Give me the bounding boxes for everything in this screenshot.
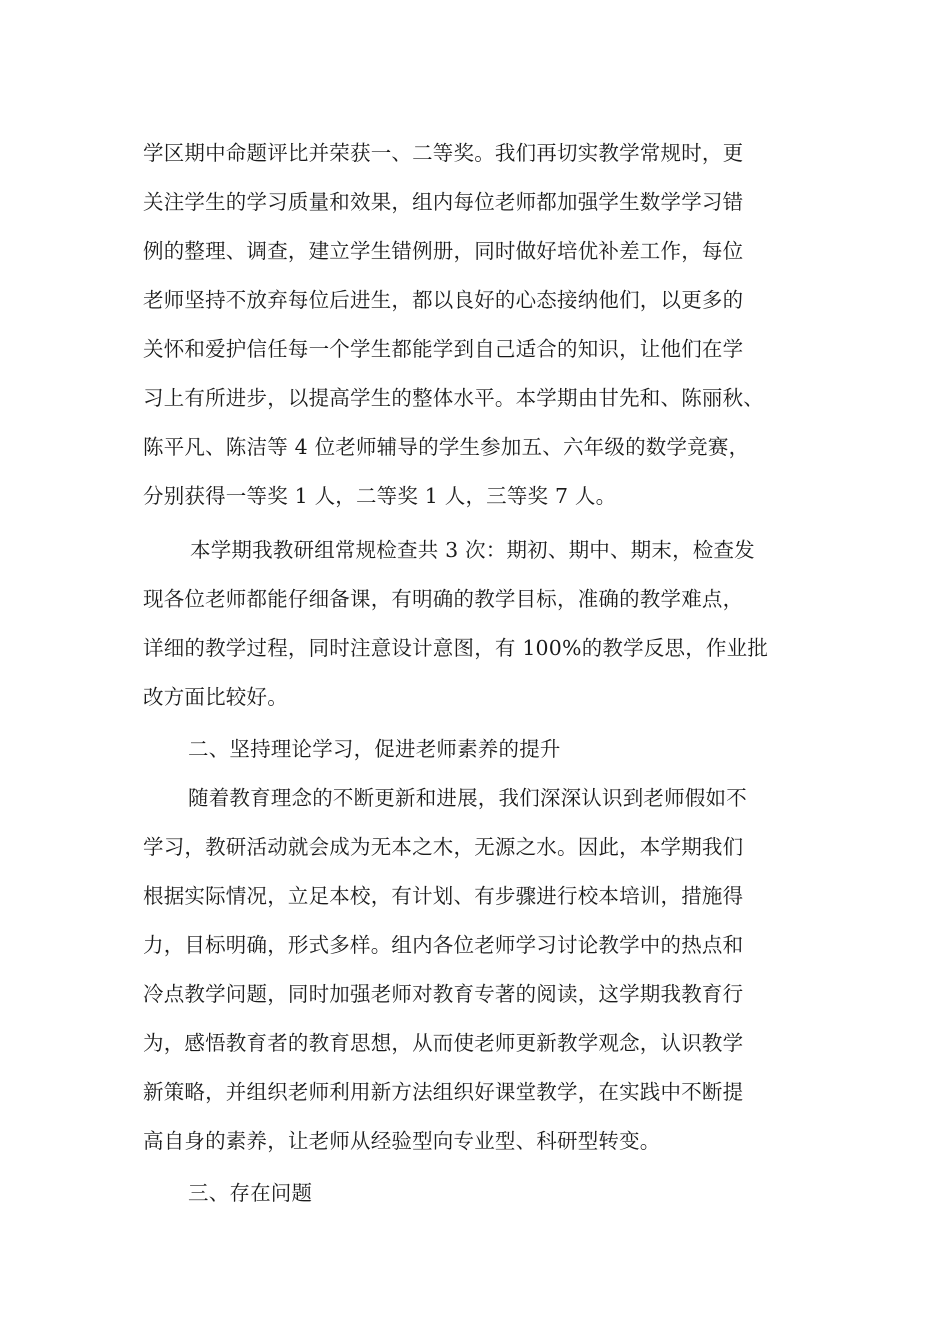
text-line: 分别获得一等奖 1 人，二等奖 1 人，三等奖 7 人。: [143, 484, 617, 508]
text-line: 冷点教学问题，同时加强老师对教育专著的阅读，这学期我教育行: [143, 982, 744, 1006]
text-line: 老师坚持不放弃每位后进生，都以良好的心态接纳他们，以更多的: [143, 288, 744, 312]
text-line: 例的整理、调查，建立学生错例册，同时做好培优补差工作，每位: [143, 239, 744, 263]
paragraph-start: 本学期我教研组常规检查共 3 次：期初、期中、期末，检查发: [190, 538, 755, 562]
text-line: 学区期中命题评比并荣获一、二等奖。我们再切实教学常规时，更: [143, 141, 744, 165]
paragraph-start: 随着教育理念的不断更新和进展，我们深深认识到老师假如不: [188, 786, 747, 810]
text-line: 改方面比较好。: [143, 685, 288, 709]
text-line: 学习，教研活动就会成为无本之木，无源之水。因此，本学期我们: [143, 835, 744, 859]
text-line: 根据实际情况，立足本校，有计划、有步骤进行校本培训，措施得: [143, 884, 744, 908]
text-line: 陈平凡、陈洁等 4 位老师辅导的学生参加五、六年级的数学竞赛，: [143, 435, 750, 459]
text-line: 新策略，并组织老师利用新方法组织好课堂教学，在实践中不断提: [143, 1080, 744, 1104]
text-line: 关怀和爱护信任每一个学生都能学到自己适合的知识，让他们在学: [143, 337, 744, 361]
text-line: 详细的教学过程，同时注意设计意图，有 100%的教学反思，作业批: [143, 636, 769, 660]
text-line: 关注学生的学习质量和效果，组内每位老师都加强学生数学学习错: [143, 190, 744, 214]
text-line: 现各位老师都能仔细备课，有明确的教学目标，准确的教学难点，: [143, 587, 744, 611]
section-heading: 二、坚持理论学习，促进老师素养的提升: [188, 737, 561, 761]
text-line: 为，感悟教育者的教育思想，从而使老师更新教学观念，认识教学: [143, 1031, 744, 1055]
text-line: 力，目标明确，形式多样。组内各位老师学习讨论教学中的热点和: [143, 933, 744, 957]
section-heading: 三、存在问题: [188, 1181, 313, 1205]
text-line: 习上有所进步，以提高学生的整体水平。本学期由甘先和、陈丽秋、: [143, 386, 764, 410]
text-line: 高自身的素养，让老师从经验型向专业型、科研型转变。: [143, 1129, 661, 1153]
